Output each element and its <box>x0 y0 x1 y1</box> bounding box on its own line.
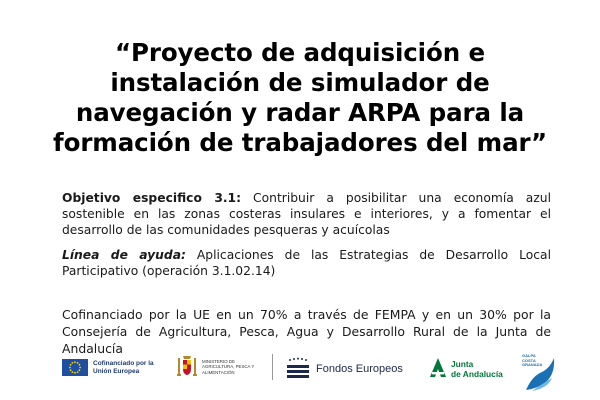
fondos-europeos-logo <box>285 357 403 381</box>
junta-line2: de Andalucía <box>451 369 503 379</box>
coat-of-arms-icon <box>176 354 198 380</box>
logos-row <box>0 350 600 395</box>
objetivo-text: Contribuir a posibilitar una economía azul sostenible en las zonas costeras insulares e interiores, y a fomentar el desarrollo de las comunidades pesqueras y acuícolas <box>62 191 552 238</box>
cofinanciacion-paragraph: Cofinanciado por la UE en un 70% a través de FEMPA y en un 30% por la Consejería de Agricultura, Pesca, Agua y Desarrollo Rural de la Junta de Andalucía <box>62 307 551 356</box>
fondos-europeos-icon <box>285 357 311 381</box>
ministerio-logo <box>176 354 273 380</box>
linea-paragraph <box>62 247 551 279</box>
linea-label: Línea de ayuda: <box>62 248 186 262</box>
junta-line1: Junta <box>451 359 474 370</box>
eu-flag-icon <box>62 359 88 376</box>
logo-divider <box>272 354 273 380</box>
eu-logo <box>62 359 155 376</box>
galpa-logo <box>522 350 558 394</box>
fondos-europeos-text: Fondos Europeos <box>316 363 403 375</box>
page-title: “Proyecto de adquisición e instalación de simulador de navegación y radar ARPA para la formación de trabajadores del mar” <box>53 38 547 157</box>
objetivo-paragraph <box>62 190 551 239</box>
ministerio-text: MINISTERIO DE AGRICULTURA, PESCA Y ALIMENTACIÓN <box>202 358 255 375</box>
eu-logo-text: Cofinanciado por la Unión Europea <box>93 359 154 375</box>
junta-text <box>451 360 503 379</box>
junta-icon <box>428 356 448 384</box>
linea-text: Aplicaciones de las Estrategias de Desarrollo Local Participativo (operación 3.1.02.14) <box>62 248 551 279</box>
objetivo-label: Objetivo especifico 3.1: <box>62 191 242 205</box>
junta-andalucia-logo <box>428 356 503 384</box>
galpa-text: GALPA COSTA GRANADA <box>522 353 543 368</box>
